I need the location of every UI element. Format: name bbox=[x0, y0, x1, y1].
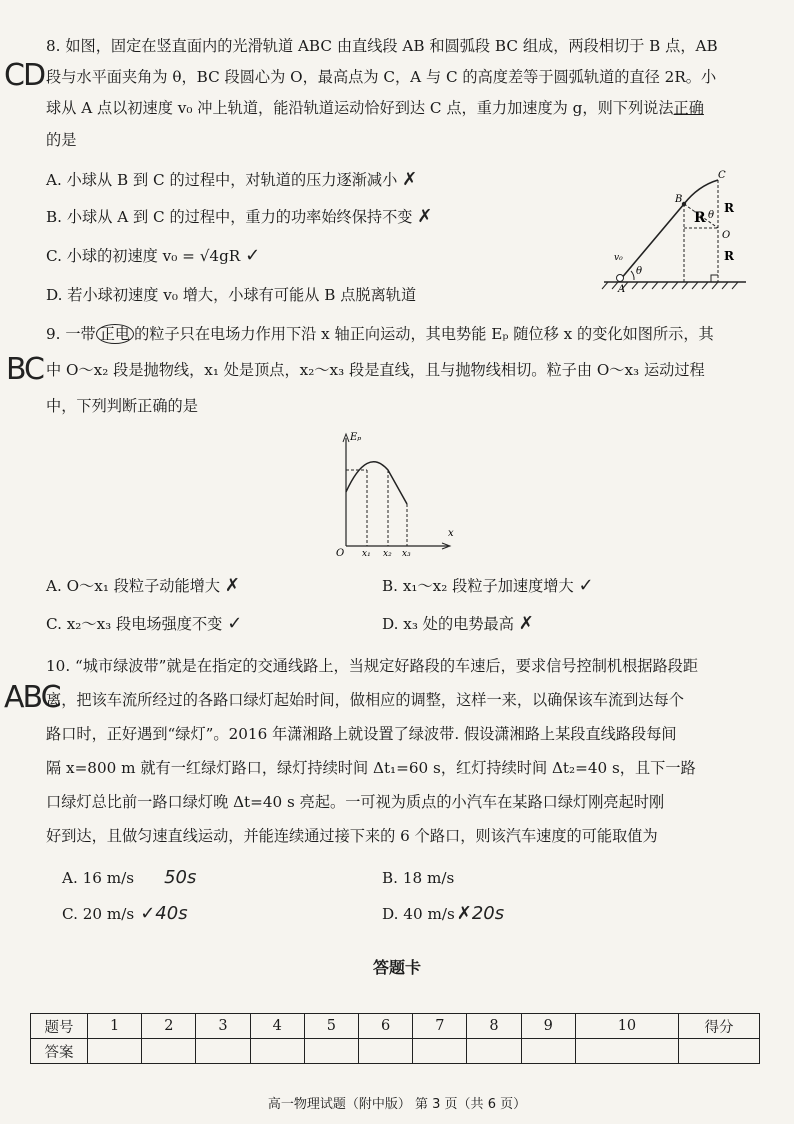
q8-option-b bbox=[46, 207, 432, 227]
q8-line-1: 8. 如图，固定在竖直面内的光滑轨道 ABC 由直线段 AB 和圆弧段 BC 组成，两段相切于 B 点，AB bbox=[46, 37, 718, 55]
q10-option-c-text: C. 20 m/s bbox=[62, 905, 135, 923]
q8-underlined-word: 正确 bbox=[673, 99, 704, 117]
q10-line-5: 口绿灯总比前一路口绿灯晚 Δt=40 s 亮起。一可视为质点的小汽车在某路口绿灯刚亮起时刚 bbox=[46, 793, 665, 811]
q10-option-b-text: B. 18 m/s bbox=[382, 869, 455, 887]
answer-card-title: 答题卡 bbox=[372, 958, 421, 977]
label-theta-2: θ bbox=[708, 210, 715, 221]
hw-label-r3: R bbox=[724, 249, 734, 263]
answer-cell[interactable] bbox=[196, 1039, 250, 1064]
graph-ylabel: Eₚ bbox=[350, 432, 362, 443]
number-cell: 2 bbox=[142, 1014, 196, 1039]
q8-handwritten-answer: CD bbox=[4, 58, 45, 93]
header-label-cell: 题号 bbox=[31, 1014, 88, 1039]
q8-option-c-mark: ✓ bbox=[245, 245, 261, 266]
label-a: A bbox=[618, 284, 626, 294]
q8-option-c-text: C. 小球的初速度 v₀ = √4gR bbox=[46, 247, 241, 265]
q9-circled-word: 正电 bbox=[96, 324, 134, 344]
answer-cell[interactable] bbox=[250, 1039, 304, 1064]
answer-card-answer-row bbox=[31, 1039, 760, 1064]
q10-option-a-text: A. 16 m/s bbox=[62, 869, 135, 887]
number-cell: 4 bbox=[250, 1014, 304, 1039]
q8-line-2: 段与水平面夹角为 θ，BC 段圆心为 O，最高点为 C，A 与 C 的高度差等于圆弧轨道的直径 2R。小 bbox=[46, 68, 717, 86]
q10-option-d-note: ✗20s bbox=[456, 903, 505, 924]
score-cell[interactable] bbox=[679, 1039, 760, 1064]
q9-option-a bbox=[46, 576, 240, 596]
q8-track-figure bbox=[600, 168, 750, 294]
answer-cell[interactable] bbox=[142, 1039, 196, 1064]
q8-line-3-text: 球从 A 点以初速度 v₀ 冲上轨道，能沿轨道运动恰好到达 C 点，重力加速度为 g，则下列说法 bbox=[46, 99, 674, 117]
answer-cell[interactable] bbox=[575, 1039, 678, 1064]
q9-option-b-text: B. x₁～x₂ 段粒子加速度增大 bbox=[382, 577, 574, 595]
score-label-cell: 得分 bbox=[679, 1014, 760, 1039]
track-abc bbox=[620, 180, 718, 280]
q8-option-c bbox=[46, 246, 260, 266]
q8-option-b-text: B. 小球从 A 到 C 的过程中，重力的功率始终保持不变 bbox=[46, 208, 413, 226]
number-cell: 5 bbox=[304, 1014, 358, 1039]
q8-option-a-text: A. 小球从 B 到 C 的过程中，对轨道的压力逐渐减小 bbox=[46, 171, 398, 189]
q10-option-b bbox=[382, 868, 454, 888]
label-c: C bbox=[718, 170, 726, 181]
q9-option-d-mark: ✗ bbox=[518, 613, 534, 634]
q10-option-a bbox=[62, 868, 196, 888]
answer-cell[interactable] bbox=[521, 1039, 575, 1064]
q9-line-2: 中 O～x₂ 段是抛物线，x₁ 处是顶点，x₂～x₃ 段是直线，且与抛物线相切。粒子由 O～x₃ 运动过程 bbox=[46, 361, 705, 379]
answer-cell[interactable] bbox=[88, 1039, 142, 1064]
q9-option-c-text: C. x₂～x₃ 段电场强度不变 bbox=[46, 615, 223, 633]
q9-handwritten-answer: BC bbox=[6, 352, 44, 387]
q9-ep-graph bbox=[330, 428, 460, 560]
q9-option-b-mark: ✓ bbox=[578, 575, 594, 596]
q10-line-2: 离，把该车流所经过的各路口绿灯起始时间，做相应的调整，这样一来，以确保该车流到达每个 bbox=[46, 691, 684, 709]
label-v0: v₀ bbox=[614, 253, 623, 263]
graph-x1-label: x₁ bbox=[362, 549, 371, 559]
answer-cell[interactable] bbox=[467, 1039, 521, 1064]
q10-option-d-text: D. 40 m/s bbox=[382, 905, 455, 923]
q10-line-1: 10. “城市绿波带”就是在指定的交通线路上，当规定好路段的车速后，要求信号控制机根据路段距 bbox=[46, 657, 699, 675]
number-cell: 9 bbox=[521, 1014, 575, 1039]
hw-label-r1: R bbox=[694, 210, 706, 226]
q9-line-1-pre: 9. 一带 bbox=[46, 325, 96, 343]
number-cell: 1 bbox=[88, 1014, 142, 1039]
q8-line-3 bbox=[46, 98, 746, 118]
label-o: O bbox=[722, 230, 731, 241]
q9-option-d-text: D. x₃ 处的电势最高 bbox=[382, 615, 514, 633]
q8-option-d-text: D. 若小球初速度 v₀ 增大，小球有可能从 B 点脱离轨道 bbox=[46, 286, 417, 304]
q9-line-1 bbox=[46, 324, 746, 344]
answer-card-header-row bbox=[31, 1014, 760, 1039]
q9-option-b bbox=[382, 576, 594, 596]
q9-option-c-mark: ✓ bbox=[227, 613, 243, 634]
graph-xlabel: x bbox=[448, 528, 454, 539]
label-b: B bbox=[675, 194, 683, 205]
q9-line-3: 中，下列判断正确的是 bbox=[46, 397, 198, 415]
q10-option-c-note: ✓40s bbox=[140, 903, 188, 924]
ball bbox=[617, 275, 624, 282]
answer-cell[interactable] bbox=[304, 1039, 358, 1064]
q9-option-a-mark: ✗ bbox=[224, 575, 240, 596]
graph-x3-label: x₃ bbox=[402, 549, 411, 559]
q10-option-d bbox=[382, 904, 504, 924]
answer-label-cell: 答案 bbox=[31, 1039, 88, 1064]
q8-line-4: 的是 bbox=[46, 131, 77, 149]
answer-cell[interactable] bbox=[413, 1039, 467, 1064]
answer-card-table bbox=[30, 1013, 760, 1064]
q10-option-a-note: 50s bbox=[164, 867, 197, 888]
number-cell: 3 bbox=[196, 1014, 250, 1039]
q8-option-a-mark: ✗ bbox=[402, 169, 418, 190]
number-cell: 7 bbox=[413, 1014, 467, 1039]
q10-line-3: 路口时，正好遇到“绿灯”。2016 年潇湘路上就设置了绿波带. 假设潇湘路上某段直线路段每间 bbox=[46, 725, 677, 743]
q9-option-c bbox=[46, 614, 242, 634]
right-angle bbox=[711, 275, 718, 282]
theta-arc bbox=[631, 271, 634, 280]
hw-label-r2: R bbox=[724, 201, 734, 215]
number-cell: 10 bbox=[575, 1014, 678, 1039]
page-footer: 高一物理试题（附中版） 第 3 页（共 6 页） bbox=[267, 1097, 527, 1112]
q8-option-a bbox=[46, 170, 417, 190]
q8-option-b-mark: ✗ bbox=[417, 206, 433, 227]
graph-origin: O bbox=[336, 548, 345, 559]
q8-option-d bbox=[46, 285, 416, 305]
q10-line-6: 好到达，且做匀速直线运动，并能连续通过接下来的 6 个路口，则该汽车速度的可能取值为 bbox=[46, 827, 658, 845]
graph-x2-label: x₂ bbox=[383, 549, 392, 559]
q9-option-d bbox=[382, 614, 534, 634]
q9-line-1-post: 的粒子只在电场力作用下沿 x 轴正向运动，其电势能 Eₚ 随位移 x 的变化如图所示，其 bbox=[134, 325, 714, 343]
answer-cell[interactable] bbox=[359, 1039, 413, 1064]
q9-option-a-text: A. O～x₁ 段粒子动能增大 bbox=[46, 577, 221, 595]
q10-handwritten-answer: ABC bbox=[4, 680, 60, 715]
number-cell: 8 bbox=[467, 1014, 521, 1039]
label-theta: θ bbox=[636, 266, 643, 277]
q10-line-4: 隔 x=800 m 就有一红绿灯路口，绿灯持续时间 Δt₁=60 s，红灯持续时间 Δt₂=40 s，且下一路 bbox=[46, 759, 696, 777]
ep-curve bbox=[346, 462, 407, 504]
q10-option-c bbox=[62, 904, 188, 924]
number-cell: 6 bbox=[359, 1014, 413, 1039]
